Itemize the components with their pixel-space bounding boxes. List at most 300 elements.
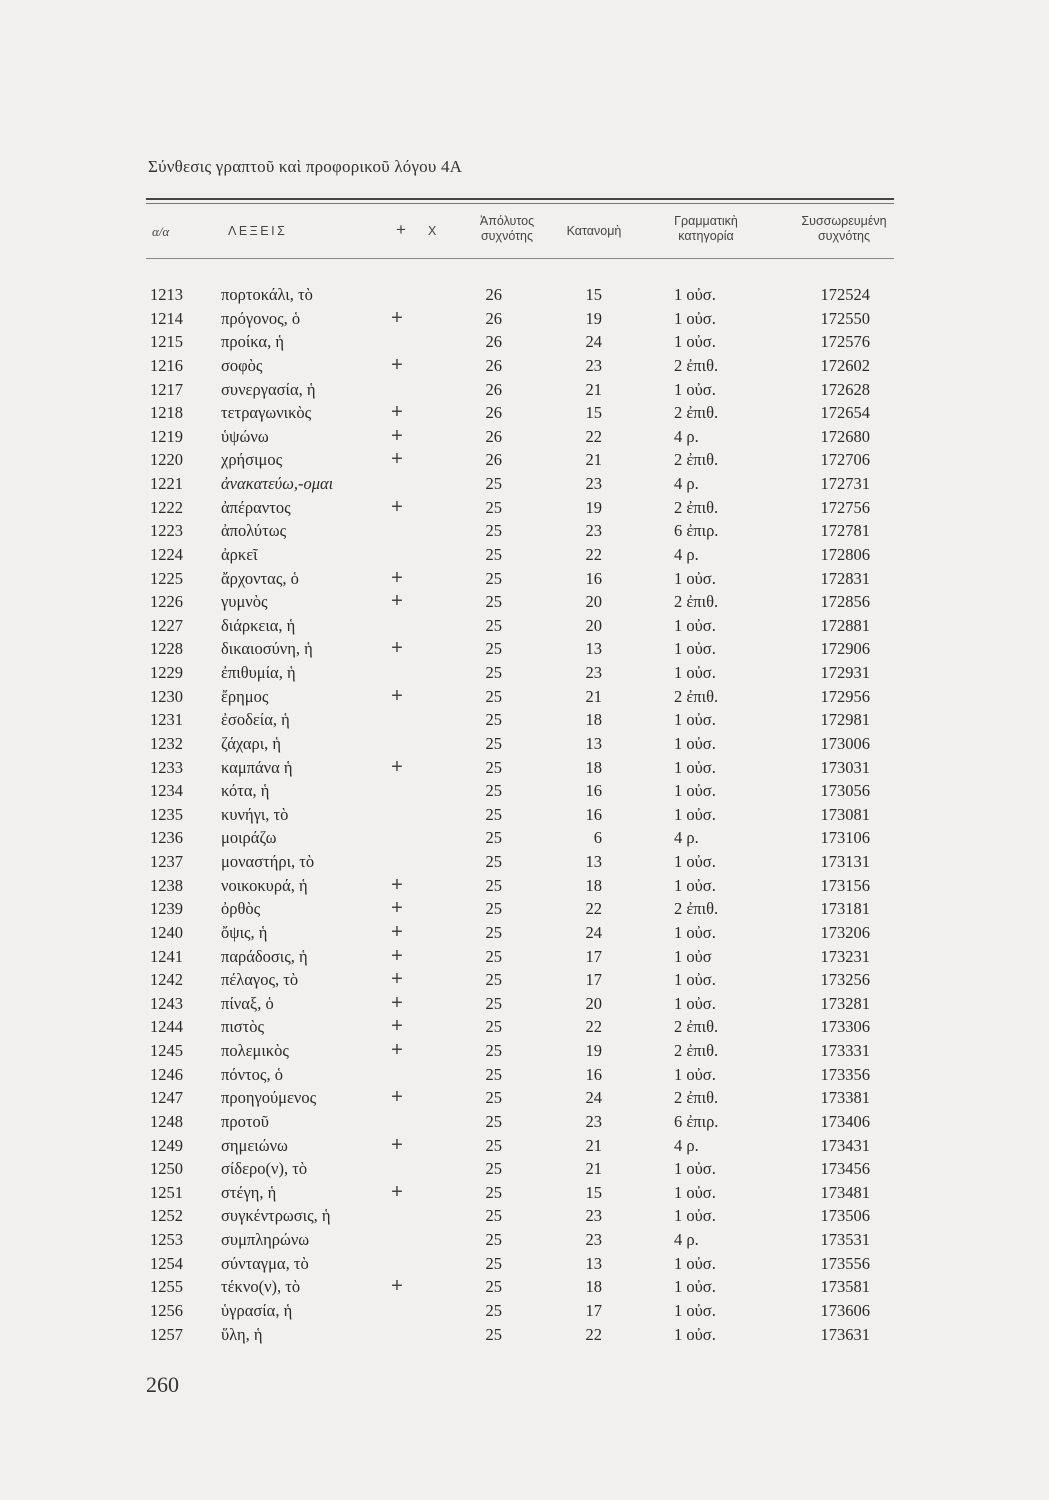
entry-number: 1235 (150, 804, 183, 824)
entry-distribution: 15 (585, 1182, 602, 1202)
entry-word: σύνταγμα, τὸ (221, 1253, 309, 1273)
entry-distribution: 20 (585, 592, 602, 612)
entry-word: πολεμικὸς (221, 1041, 289, 1060)
entry-distribution: 17 (585, 946, 602, 966)
entry-absolute-frequency: 25 (485, 663, 502, 682)
table-row (0, 945, 1049, 969)
entry-grammatical-category: 4 ρ. (674, 474, 699, 493)
entry-grammatical-category: 1 οὐσ. (674, 1206, 716, 1226)
table-row (0, 354, 1049, 378)
entry-cumulative-frequency: 172576 (820, 332, 870, 352)
entry-absolute-frequency: 25 (485, 1206, 502, 1226)
table-row (0, 1228, 1049, 1252)
entry-distribution: 24 (585, 1088, 602, 1108)
entry-grammatical-category: 1 οὐσ. (674, 1253, 716, 1273)
entry-distribution: 18 (585, 757, 602, 777)
entry-number: 1224 (150, 544, 183, 564)
entry-word: σημειώνω (221, 1135, 288, 1155)
entry-number: 1223 (150, 521, 183, 541)
entry-grammatical-category: 1 οὐσ. (674, 781, 716, 801)
entry-cumulative-frequency: 172654 (820, 403, 870, 423)
entry-number: 1234 (150, 781, 183, 801)
entry-absolute-frequency: 25 (485, 497, 502, 517)
entry-grammatical-category: 2 ἐπιθ. (674, 686, 719, 706)
entry-word: μοιράζω (221, 828, 277, 848)
entry-absolute-frequency: 25 (485, 1230, 502, 1249)
entry-cumulative-frequency: 173356 (820, 1064, 870, 1084)
table-row (0, 519, 1049, 543)
entry-grammatical-category: 1 οὐσ. (674, 757, 716, 777)
entry-word: προίκα, ἡ (221, 332, 284, 352)
entry-grammatical-category: 1 οὐσ. (674, 639, 716, 659)
column-header-distribution: Κατανομὴ (566, 224, 622, 238)
entry-plus-mark: + (391, 897, 403, 920)
entry-number: 1243 (150, 993, 183, 1013)
entry-grammatical-category: 4 ρ. (674, 426, 699, 446)
entry-word: πορτοκάλι, τὸ (221, 285, 313, 304)
entry-distribution: 20 (585, 615, 602, 635)
entry-word: τετραγωνικὸς (221, 403, 312, 423)
table-row (0, 1323, 1049, 1347)
table-row (0, 1063, 1049, 1087)
entry-number: 1214 (150, 308, 183, 328)
entry-grammatical-category: 6 ἐπιρ. (674, 521, 719, 541)
entry-grammatical-category: 1 οὐσ. (674, 1182, 716, 1202)
entry-grammatical-category: 1 οὐσ. (674, 710, 716, 730)
table-row (0, 496, 1049, 520)
entry-word: διάρκεια, ἡ (221, 615, 296, 635)
entry-word: χρήσιμος (221, 450, 283, 470)
entry-grammatical-category: 6 ἐπιρ. (674, 1111, 719, 1131)
table-row (0, 826, 1049, 850)
entry-number: 1241 (150, 946, 183, 966)
entry-plus-mark: + (391, 1086, 403, 1109)
entry-word: ἀπολύτως (221, 521, 287, 541)
entry-distribution: 19 (585, 1041, 602, 1060)
entry-number: 1244 (150, 1017, 183, 1037)
entry-distribution: 21 (585, 1135, 602, 1155)
entry-plus-mark: + (391, 566, 403, 589)
entry-absolute-frequency: 25 (485, 1088, 502, 1108)
entry-word: νοικοκυρά, ἡ (221, 875, 308, 895)
entry-word: σίδερο(ν), τὸ (221, 1159, 308, 1179)
table-row (0, 330, 1049, 354)
entry-absolute-frequency: 25 (485, 993, 502, 1013)
entry-word: πιστὸς (221, 1017, 265, 1037)
entry-word: ἄρχοντας, ὁ (221, 568, 299, 588)
table-row (0, 472, 1049, 496)
table-row (0, 1015, 1049, 1039)
table-row (0, 1181, 1049, 1205)
table-row (0, 1299, 1049, 1323)
column-header-grammatical-category (656, 214, 756, 244)
entry-number: 1216 (150, 355, 183, 375)
entry-cumulative-frequency: 172806 (820, 544, 870, 564)
entry-grammatical-category: 2 ἐπιθ. (674, 497, 719, 517)
entry-cumulative-frequency: 173256 (820, 970, 870, 990)
table-row (0, 708, 1049, 732)
table-row (0, 401, 1049, 425)
entry-number: 1256 (150, 1300, 183, 1320)
header-rule-top-thin (146, 203, 894, 204)
entry-word: ἐσοδεία, ἡ (221, 710, 290, 730)
entry-distribution: 15 (585, 285, 602, 304)
entry-number: 1230 (150, 686, 183, 706)
entry-grammatical-category: 4 ρ. (674, 1135, 699, 1155)
entry-grammatical-category: 2 ἐπιθ. (674, 1041, 719, 1060)
table-row (0, 968, 1049, 992)
entry-number: 1231 (150, 710, 183, 730)
table-row (0, 897, 1049, 921)
running-title: Σύνθεσις γραπτοῦ καὶ προφορικοῦ λόγου 4Α (148, 157, 463, 176)
column-header-grammatical-category-line1: Γραμματικὴ (674, 214, 738, 228)
entry-distribution: 19 (585, 308, 602, 328)
entry-word: σοφὸς (221, 355, 263, 375)
entry-number: 1239 (150, 899, 183, 919)
entry-absolute-frequency: 25 (485, 615, 502, 635)
frequency-table-body (0, 283, 1049, 1346)
entry-absolute-frequency: 25 (485, 1324, 502, 1344)
entry-cumulative-frequency: 173481 (820, 1182, 870, 1202)
entry-word: ὑψώνω (221, 426, 269, 446)
entry-cumulative-frequency: 173056 (820, 781, 870, 801)
entry-cumulative-frequency: 172680 (820, 426, 870, 446)
entry-number: 1251 (150, 1182, 183, 1202)
entry-word: ὀρθὸς (221, 899, 261, 919)
entry-cumulative-frequency: 172906 (820, 639, 870, 659)
entry-number: 1242 (150, 970, 183, 990)
entry-absolute-frequency: 25 (485, 1064, 502, 1084)
entry-number: 1218 (150, 403, 183, 423)
column-header-cumulative-frequency (788, 214, 900, 244)
table-row (0, 1110, 1049, 1134)
entry-grammatical-category: 1 οὐσ. (674, 1277, 716, 1297)
entry-word: ὄψις, ἡ (221, 922, 268, 942)
entry-plus-mark: + (391, 353, 403, 376)
entry-cumulative-frequency: 172881 (820, 615, 870, 635)
entry-cumulative-frequency: 173556 (820, 1253, 870, 1273)
column-header-cumulative-frequency-line2: συχνότης (817, 229, 871, 243)
entry-absolute-frequency: 25 (485, 1111, 502, 1131)
entry-plus-mark: + (391, 684, 403, 707)
entry-absolute-frequency: 25 (485, 544, 502, 564)
entry-absolute-frequency: 26 (485, 308, 502, 328)
entry-absolute-frequency: 25 (485, 710, 502, 730)
entry-plus-mark: + (391, 448, 403, 471)
table-row (0, 874, 1049, 898)
entry-cumulative-frequency: 173456 (820, 1159, 870, 1179)
table-row (0, 685, 1049, 709)
entry-number: 1247 (150, 1088, 183, 1108)
table-row (0, 637, 1049, 661)
entry-cumulative-frequency: 172856 (820, 592, 870, 612)
entry-number: 1252 (150, 1206, 183, 1226)
entry-absolute-frequency: 25 (485, 970, 502, 990)
entry-cumulative-frequency: 172931 (820, 663, 870, 682)
entry-distribution: 16 (585, 568, 602, 588)
entry-cumulative-frequency: 173281 (820, 993, 870, 1013)
entry-grammatical-category: 1 οὐσ. (674, 733, 716, 753)
entry-word: πόντος, ὁ (221, 1064, 283, 1084)
entry-absolute-frequency: 25 (485, 733, 502, 753)
table-row (0, 779, 1049, 803)
column-header-grammatical-category-line2: κατηγορία (678, 229, 734, 243)
table-row (0, 850, 1049, 874)
entry-absolute-frequency: 26 (485, 285, 502, 304)
table-row (0, 732, 1049, 756)
entry-absolute-frequency: 26 (485, 332, 502, 352)
table-row (0, 1275, 1049, 1299)
entry-absolute-frequency: 25 (485, 1182, 502, 1202)
entry-word: κότα, ἡ (221, 781, 270, 801)
entry-word: δικαιοσύνη, ἡ (221, 639, 313, 659)
table-row (0, 756, 1049, 780)
entry-cumulative-frequency: 172981 (820, 710, 870, 730)
entry-grammatical-category: 4 ρ. (674, 1230, 699, 1249)
entry-plus-mark: + (391, 755, 403, 778)
entry-distribution: 23 (585, 1111, 602, 1131)
entry-grammatical-category: 2 ἐπιθ. (674, 592, 719, 612)
entry-word: κυνήγι, τὸ (221, 804, 289, 824)
entry-number: 1220 (150, 450, 183, 470)
table-row (0, 803, 1049, 827)
entry-distribution: 23 (585, 521, 602, 541)
entry-absolute-frequency: 25 (485, 828, 502, 848)
table-row (0, 567, 1049, 591)
entry-word: συνεργασία, ἡ (221, 379, 316, 399)
entry-absolute-frequency: 25 (485, 781, 502, 801)
entry-distribution: 13 (585, 1253, 602, 1273)
entry-cumulative-frequency: 173331 (820, 1041, 870, 1060)
entry-grammatical-category: 4 ρ. (674, 544, 699, 564)
entry-absolute-frequency: 26 (485, 403, 502, 423)
table-row (0, 543, 1049, 567)
entry-grammatical-category: 2 ἐπιθ. (674, 355, 719, 375)
entry-word: ζάχαρι, ἡ (221, 733, 282, 753)
table-row (0, 1252, 1049, 1276)
entry-distribution: 20 (585, 993, 602, 1013)
entry-grammatical-category: 1 οὐσ. (674, 332, 716, 352)
entry-distribution: 13 (585, 852, 602, 871)
entry-number: 1253 (150, 1230, 183, 1249)
entry-cumulative-frequency: 173506 (820, 1206, 870, 1226)
table-row (0, 307, 1049, 331)
entry-number: 1226 (150, 592, 183, 612)
entry-plus-mark: + (391, 590, 403, 613)
table-row (0, 614, 1049, 638)
entry-distribution: 17 (585, 970, 602, 990)
entry-distribution: 19 (585, 497, 602, 517)
entry-plus-mark: + (391, 1180, 403, 1203)
entry-grammatical-category: 2 ἐπιθ. (674, 450, 719, 470)
entry-word: πρόγονος, ὁ (221, 308, 301, 328)
entry-cumulative-frequency: 173431 (820, 1135, 870, 1155)
entry-cumulative-frequency: 172831 (820, 568, 870, 588)
entry-word: ἔρημος (221, 686, 269, 706)
entry-cumulative-frequency: 172602 (820, 355, 870, 375)
entry-number: 1213 (150, 285, 183, 304)
table-row (0, 1204, 1049, 1228)
entry-absolute-frequency: 25 (485, 474, 502, 493)
entry-number: 1236 (150, 828, 183, 848)
column-header-x: Χ (428, 224, 437, 238)
entry-number: 1249 (150, 1135, 183, 1155)
entry-grammatical-category: 4 ρ. (674, 828, 699, 848)
column-header-absolute-frequency-line1: Ἀπόλυτος (479, 214, 535, 228)
entry-grammatical-category: 1 οὐσ. (674, 615, 716, 635)
entry-word: ὕλη, ἡ (221, 1324, 263, 1344)
entry-absolute-frequency: 26 (485, 355, 502, 375)
entry-word: μοναστήρι, τὸ (221, 852, 315, 871)
entry-plus-mark: + (391, 637, 403, 660)
entry-word: πίναξ, ὁ (221, 993, 274, 1013)
entry-grammatical-category: 2 ἐπιθ. (674, 899, 719, 919)
entry-distribution: 22 (585, 1017, 602, 1037)
entry-word: πέλαγος, τὸ (221, 970, 299, 990)
entry-cumulative-frequency: 172628 (820, 379, 870, 399)
table-row (0, 1086, 1049, 1110)
entry-grammatical-category: 1 οὐσ. (674, 285, 716, 304)
entry-word: παράδοσις, ἡ (221, 946, 308, 966)
entry-distribution: 22 (585, 1324, 602, 1344)
table-row (0, 378, 1049, 402)
entry-number: 1217 (150, 379, 183, 399)
entry-cumulative-frequency: 173581 (820, 1277, 870, 1297)
entry-cumulative-frequency: 172706 (820, 450, 870, 470)
entry-plus-mark: + (391, 991, 403, 1014)
entry-number: 1255 (150, 1277, 183, 1297)
entry-word: προηγούμενος (221, 1088, 317, 1108)
entry-grammatical-category: 1 οὐσ. (674, 852, 716, 871)
entry-grammatical-category: 1 οὐσ. (674, 970, 716, 990)
entry-absolute-frequency: 25 (485, 1277, 502, 1297)
entry-number: 1245 (150, 1041, 183, 1060)
entry-cumulative-frequency: 173306 (820, 1017, 870, 1037)
entry-plus-mark: + (391, 306, 403, 329)
entry-number: 1229 (150, 663, 183, 682)
entry-absolute-frequency: 25 (485, 804, 502, 824)
entry-grammatical-category: 1 οὐσ. (674, 1300, 716, 1320)
entry-cumulative-frequency: 173606 (820, 1300, 870, 1320)
entry-absolute-frequency: 25 (485, 946, 502, 966)
table-row (0, 283, 1049, 307)
entry-number: 1225 (150, 568, 183, 588)
entry-cumulative-frequency: 173081 (820, 804, 870, 824)
entry-word: προτοῦ (221, 1111, 269, 1131)
entry-plus-mark: + (391, 1039, 403, 1061)
entry-cumulative-frequency: 173131 (820, 852, 870, 871)
column-header-absolute-frequency (462, 214, 552, 244)
table-row (0, 992, 1049, 1016)
entry-grammatical-category: 1 οὐσ. (674, 1324, 716, 1344)
entry-plus-mark: + (391, 873, 403, 896)
entry-grammatical-category: 1 οὐσ. (674, 1064, 716, 1084)
page-number: 260 (146, 1372, 179, 1397)
entry-plus-mark: + (391, 920, 403, 943)
entry-distribution: 23 (585, 474, 602, 493)
table-row (0, 425, 1049, 449)
entry-number: 1237 (150, 852, 183, 871)
table-row (0, 448, 1049, 472)
entry-cumulative-frequency: 173406 (820, 1111, 870, 1131)
entry-number: 1254 (150, 1253, 183, 1273)
entry-cumulative-frequency: 172550 (820, 308, 870, 328)
entry-number: 1222 (150, 497, 183, 517)
entry-absolute-frequency: 25 (485, 592, 502, 612)
column-header-number: α/α (152, 224, 170, 239)
entry-number: 1257 (150, 1324, 183, 1344)
entry-distribution: 22 (585, 426, 602, 446)
entry-distribution: 23 (585, 355, 602, 375)
entry-distribution: 18 (585, 1277, 602, 1297)
entry-distribution: 21 (585, 379, 602, 399)
table-row (0, 1039, 1049, 1063)
entry-cumulative-frequency: 172524 (820, 285, 870, 304)
header-rule-top (146, 198, 894, 200)
entry-distribution: 21 (585, 686, 602, 706)
table-row (0, 921, 1049, 945)
entry-cumulative-frequency: 173006 (820, 733, 870, 753)
entry-absolute-frequency: 26 (485, 450, 502, 470)
entry-word: τέκνο(ν), τὸ (221, 1277, 301, 1297)
entry-distribution: 18 (585, 710, 602, 730)
entry-number: 1240 (150, 922, 183, 942)
entry-grammatical-category: 1 οὐσ. (674, 568, 716, 588)
entry-absolute-frequency: 25 (485, 852, 502, 871)
entry-grammatical-category: 1 οὐσ. (674, 308, 716, 328)
entry-distribution: 21 (585, 1159, 602, 1179)
entry-distribution: 22 (585, 899, 602, 919)
entry-plus-mark: + (391, 495, 403, 518)
entry-grammatical-category: 1 οὐσ. (674, 1159, 716, 1179)
header-rule-bottom (146, 258, 894, 259)
entry-distribution: 22 (585, 544, 602, 564)
entry-number: 1238 (150, 875, 183, 895)
entry-cumulative-frequency: 173106 (820, 828, 870, 848)
entry-absolute-frequency: 25 (485, 1159, 502, 1179)
entry-absolute-frequency: 25 (485, 1041, 502, 1060)
entry-absolute-frequency: 25 (485, 568, 502, 588)
entry-absolute-frequency: 25 (485, 757, 502, 777)
entry-distribution: 21 (585, 450, 602, 470)
entry-grammatical-category: 1 οὐσ. (674, 663, 716, 682)
entry-grammatical-category: 2 ἐπιθ. (674, 403, 719, 423)
entry-distribution: 24 (585, 332, 602, 352)
entry-plus-mark: + (391, 401, 403, 424)
entry-distribution: 16 (585, 781, 602, 801)
entry-distribution: 24 (585, 922, 602, 942)
entry-number: 1250 (150, 1159, 183, 1179)
entry-absolute-frequency: 25 (485, 686, 502, 706)
entry-plus-mark: + (391, 1275, 403, 1298)
entry-absolute-frequency: 25 (485, 875, 502, 895)
entry-word: συμπληρώνω (221, 1230, 310, 1249)
entry-number: 1232 (150, 733, 183, 753)
entry-word: ἀρκεῖ (221, 544, 258, 564)
entry-number: 1227 (150, 615, 183, 635)
entry-plus-mark: + (391, 1133, 403, 1156)
entry-distribution: 6 (593, 828, 602, 848)
entry-number: 1221 (150, 474, 183, 493)
entry-absolute-frequency: 25 (485, 1253, 502, 1273)
entry-number: 1219 (150, 426, 183, 446)
entry-cumulative-frequency: 172956 (820, 686, 870, 706)
entry-cumulative-frequency: 173181 (820, 899, 870, 919)
entry-cumulative-frequency: 172781 (820, 521, 870, 541)
table-row (0, 1157, 1049, 1181)
entry-distribution: 16 (585, 1064, 602, 1084)
entry-cumulative-frequency: 173231 (820, 946, 870, 966)
